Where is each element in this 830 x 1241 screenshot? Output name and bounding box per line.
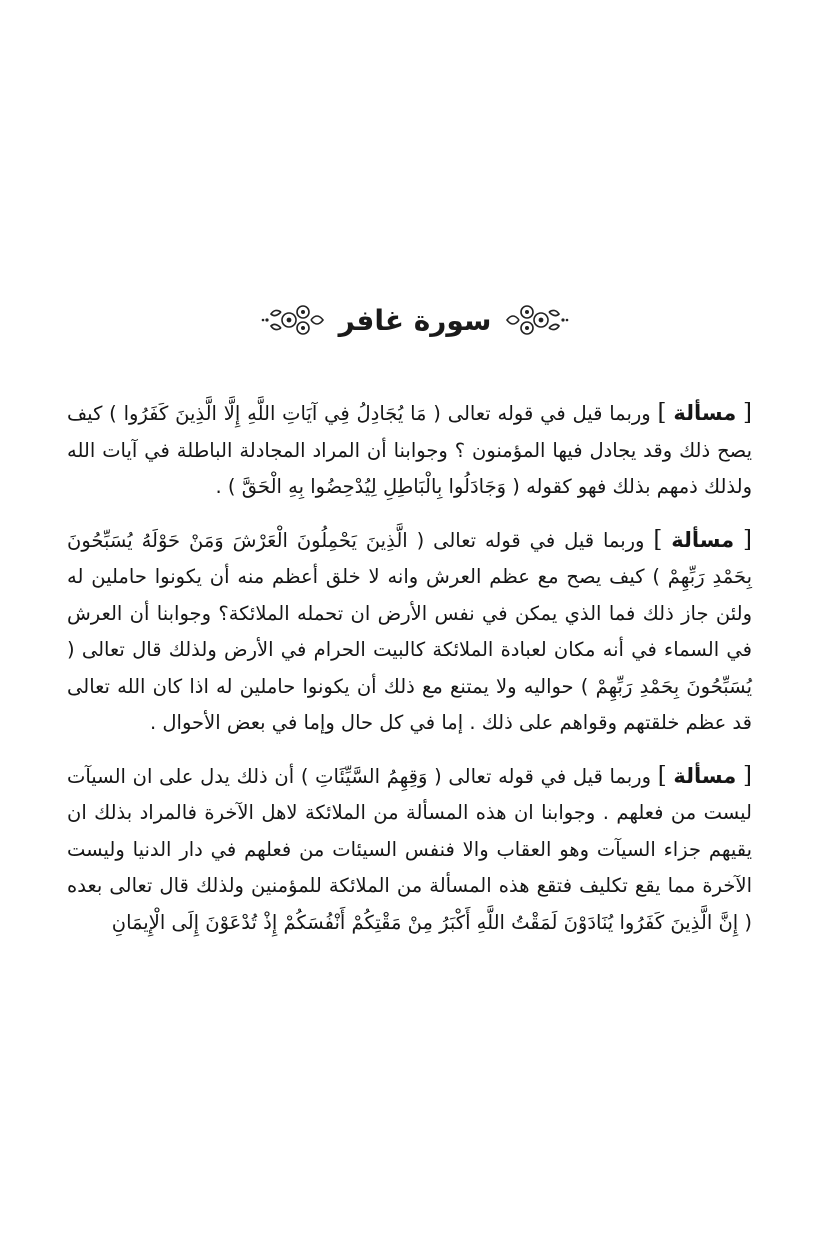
paragraph-text: وربما قيل في قوله تعالى ( الَّذِينَ يَحْمِلُونَ الْعَرْشَ وَمَنْ حَوْلَهُ يُسَبِّحُونَ بِحَمْدِ رَبِّهِمْ ) كيف يصح مع عظم العرش وانه لا خلق أعظم منه أن يكونوا حاملين له ولئن جاز ذلك فما الذي يمكن في نفس الأرض ان تحمله الملائكة؟ وجوابنا أن العرش في السماء في أنه مكان لعبادة الملائكة كالبيت الحرام في الأرض ولذلك قال تعالى ( يُسَبِّحُونَ بِحَمْدِ رَبِّهِمْ ) حواليه ولا يمتنع مع ذلك أن يكونوا حاملين له اذا كان الله تعالى قد عظم خلقتهم وقواهم على ذلك . إما في كل حال وإما في بعض الأحوال . xyxy=(67,528,752,734)
ornament-icon xyxy=(505,298,571,342)
page-body xyxy=(67,395,752,941)
open-bracket: [ xyxy=(743,762,752,789)
close-bracket: ] xyxy=(657,762,667,789)
open-bracket: [ xyxy=(743,400,753,426)
close-bracket: ] xyxy=(653,526,663,553)
question-label: مسألة xyxy=(671,527,735,552)
chapter-title: سورة غافر xyxy=(338,303,492,337)
open-bracket: [ xyxy=(743,526,753,553)
question-paragraph xyxy=(67,395,752,506)
question-paragraph xyxy=(67,758,752,942)
paragraph-text: وربما قيل في قوله تعالى ( مَا يُجَادِلُ فِي آيَاتِ اللَّهِ إِلَّا الَّذِينَ كَفَرُوا ) كيف يصح ذلك وقد يجادل فيها المؤمنون ؟ وجوابنا أن المراد المجادلة الباطلة في آيات الله ولذلك ذمهم بذلك فهو كقوله ( وَجَادَلُوا بِالْبَاطِلِ لِيُدْحِضُوا بِهِ الْحَقَّ ) . xyxy=(67,402,752,498)
question-label: مسألة xyxy=(673,763,737,788)
ornament-icon xyxy=(259,298,325,342)
close-bracket: ] xyxy=(657,400,667,426)
question-paragraph xyxy=(67,522,752,742)
chapter-heading xyxy=(0,288,830,352)
question-label: مسألة xyxy=(673,401,737,425)
paragraph-text: وربما قيل في قوله تعالى ( وَقِهِمُ السَّيِّئَاتِ ) أن ذلك يدل على ان السيآت ليست من فعلهم . وجوابنا ان هذه المسألة من الملائكة لاهل الآخرة فالمراد بذلك ان يقيهم جزاء السيآت وهو العقاب والا فنفس السيئات من فعلهم في دار الدنيا وليست الآخرة مما يقع تكليف فتقع هذه المسألة من الملائكة للمؤمنين ولذلك قال تعالى بعده ( إِنَّ الَّذِينَ كَفَرُوا يُنَادَوْنَ لَمَقْتُ اللَّهِ أَكْبَرُ مِنْ مَقْتِكُمْ أَنْفُسَكُمْ إِذْ تُدْعَوْنَ إِلَى الْإِيمَانِ xyxy=(67,764,752,934)
